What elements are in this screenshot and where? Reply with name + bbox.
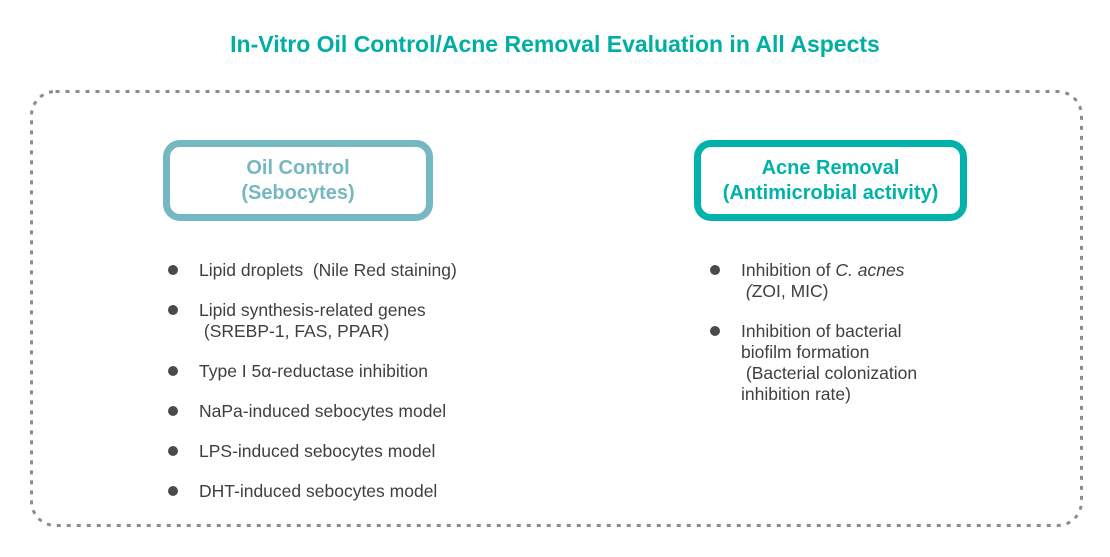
list-item-text: Lipid droplets (Nile Red staining) bbox=[199, 260, 457, 280]
bullet-dot-icon bbox=[168, 366, 178, 376]
list-item-text: LPS-induced sebocytes model bbox=[199, 441, 436, 461]
list-item-text: (SREBP-1, FAS, PPAR) bbox=[199, 321, 390, 341]
list-item-text bbox=[741, 281, 1020, 302]
list-item bbox=[168, 441, 528, 462]
list-item-text-italic: ( bbox=[741, 281, 752, 301]
list-item-text: (Bacterial colonization bbox=[741, 363, 918, 383]
list-item bbox=[710, 260, 1020, 302]
acne-removal-header-line1: Acne Removal bbox=[761, 156, 900, 179]
list-item-text: NaPa-induced sebocytes model bbox=[199, 401, 447, 421]
acne-removal-header-line2: (Antimicrobial activity) bbox=[722, 181, 939, 204]
oil-control-list bbox=[168, 260, 528, 521]
list-item bbox=[168, 260, 528, 281]
bullet-dot-icon bbox=[168, 446, 178, 456]
list-item-text-segment: ZOI, MIC) bbox=[751, 281, 829, 301]
list-item-text: Inhibition of bacterial bbox=[741, 321, 902, 341]
bullet-dot-icon bbox=[168, 265, 178, 275]
list-item-text bbox=[741, 260, 1020, 281]
acne-removal-list bbox=[710, 260, 1020, 424]
evaluation-frame bbox=[30, 90, 1083, 527]
bullet-dot-icon bbox=[168, 406, 178, 416]
list-item bbox=[168, 300, 528, 342]
list-item-text-segment: Inhibition of bbox=[741, 260, 836, 280]
list-item-text: inhibition rate) bbox=[741, 384, 851, 404]
oil-control-header-line1: Oil Control bbox=[246, 156, 350, 179]
bullet-dot-icon bbox=[168, 486, 178, 496]
bullet-dot-icon bbox=[168, 305, 178, 315]
list-item-text-italic: C. acnes bbox=[835, 260, 905, 280]
list-item-text: Lipid synthesis-related genes bbox=[199, 300, 426, 320]
oil-control-header bbox=[163, 140, 433, 221]
bullet-dot-icon bbox=[710, 265, 720, 275]
list-item bbox=[168, 401, 528, 422]
page-title: In-Vitro Oil Control/Acne Removal Evaluation in All Aspects bbox=[230, 31, 880, 57]
acne-removal-header bbox=[694, 140, 967, 221]
list-item bbox=[710, 321, 1020, 405]
list-item-text: Type I 5α-reductase inhibition bbox=[199, 361, 428, 381]
oil-control-header-line2: (Sebocytes) bbox=[241, 181, 355, 204]
list-item bbox=[168, 361, 528, 382]
list-item-text: biofilm formation bbox=[741, 342, 870, 362]
list-item-text: DHT-induced sebocytes model bbox=[199, 481, 438, 501]
list-item bbox=[168, 481, 528, 502]
bullet-dot-icon bbox=[710, 326, 720, 336]
